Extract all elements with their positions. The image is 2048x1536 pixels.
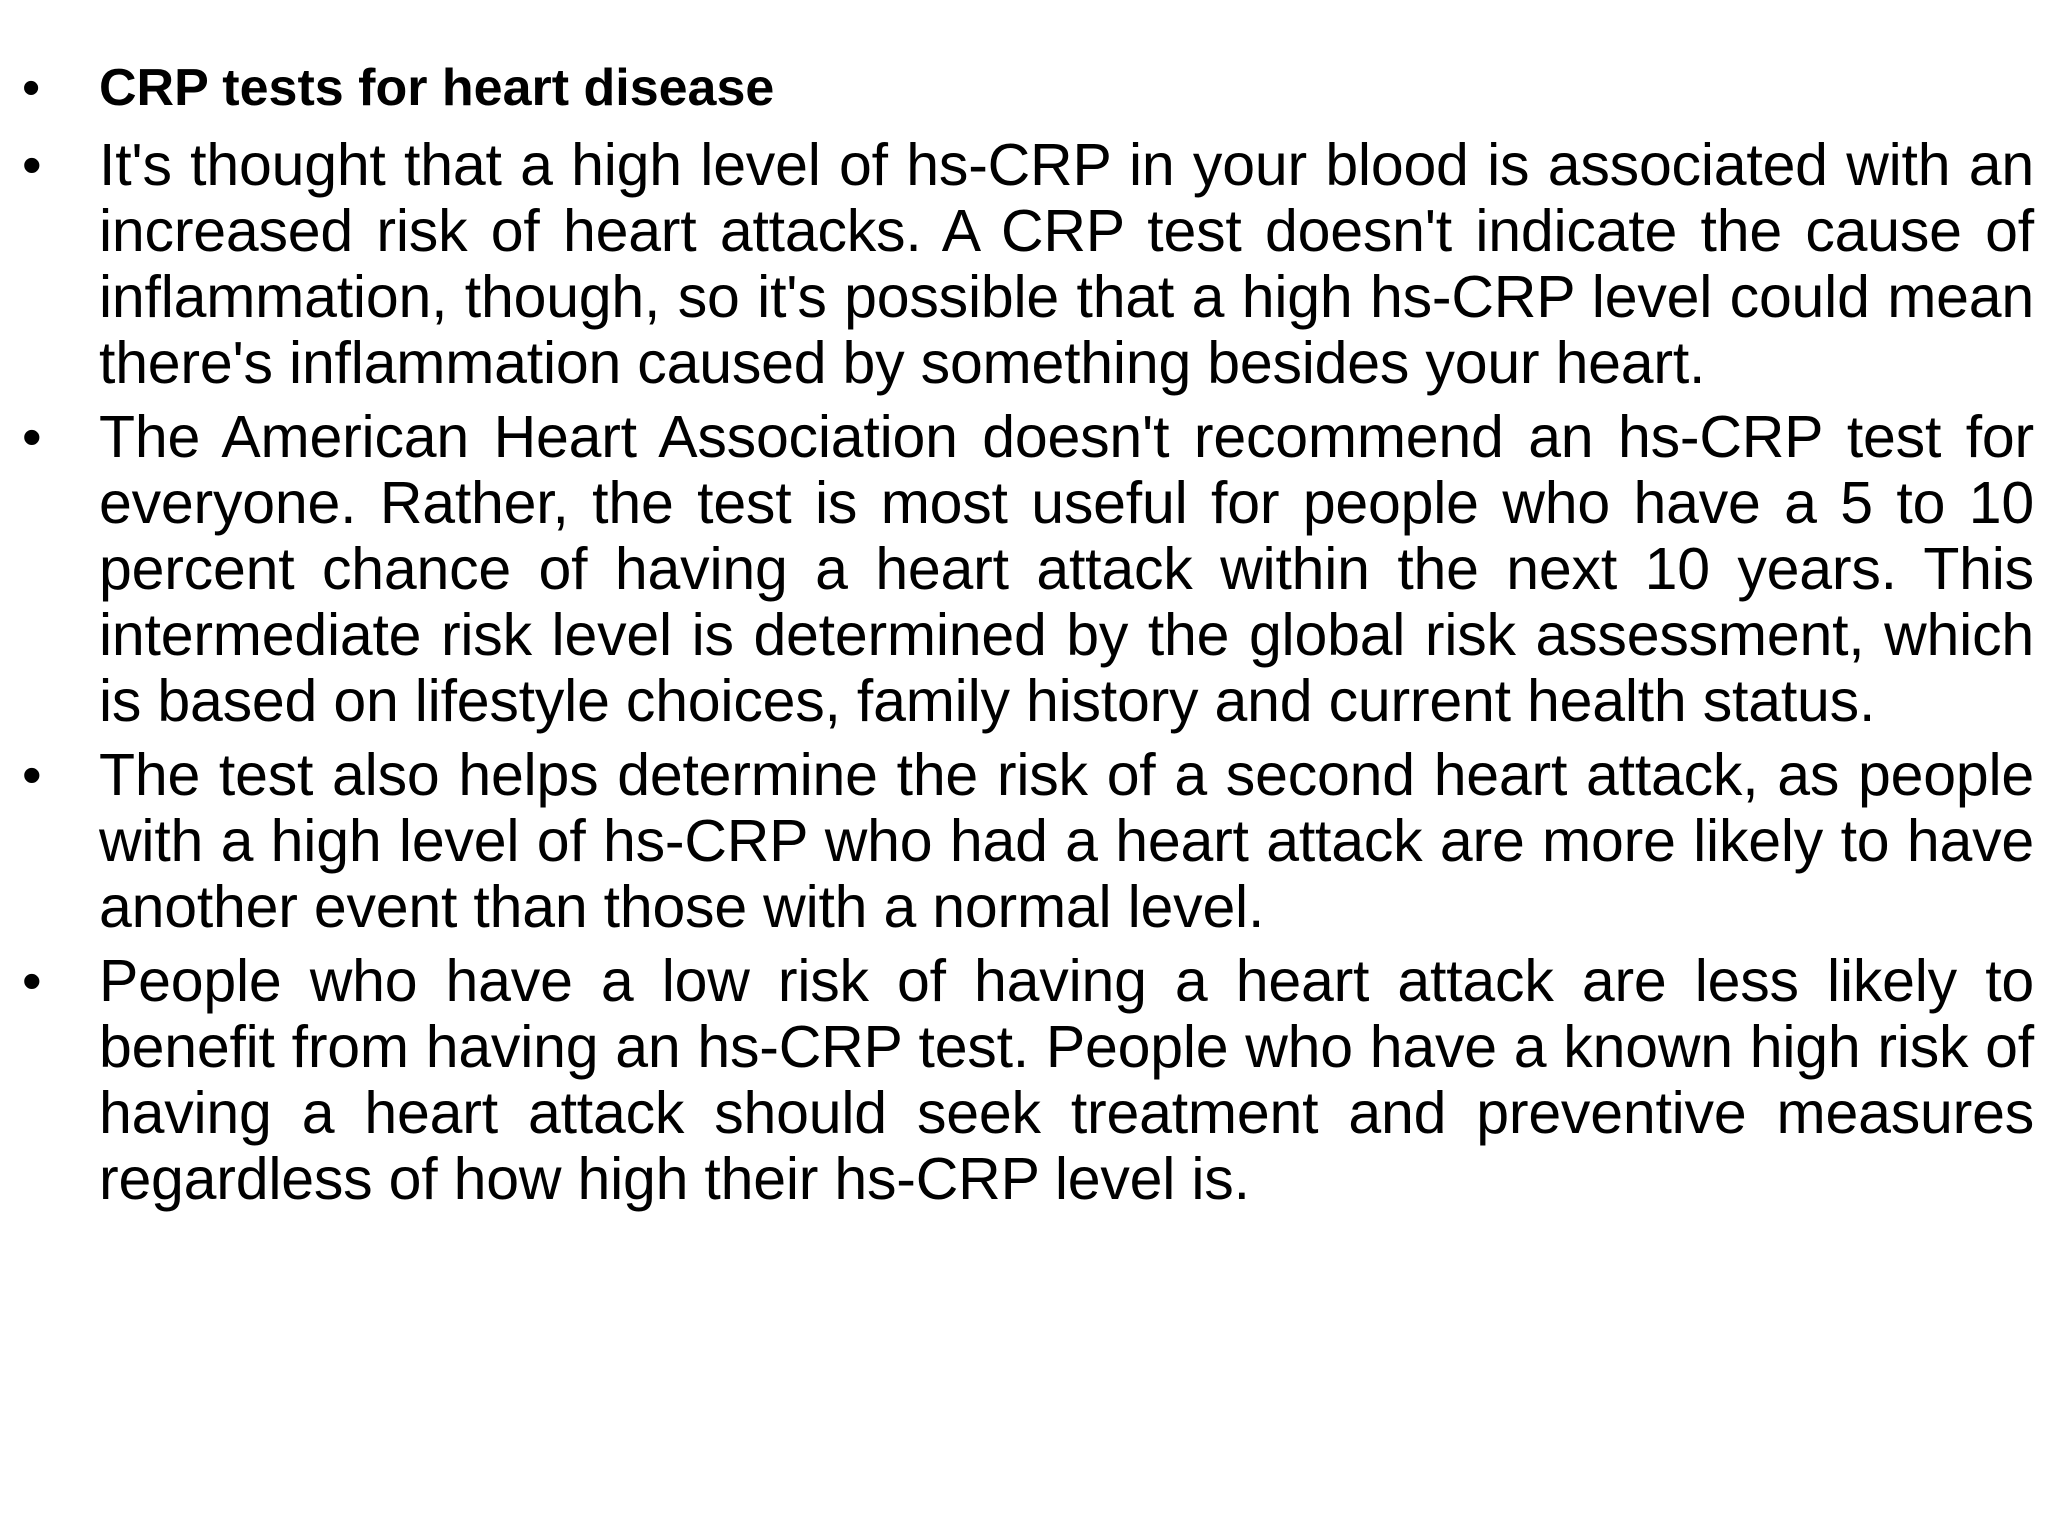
bullet-text: People who have a low risk of having a heart attack are less likely to benefit from having an hs-CRP test. People who have a known high risk of having a heart attack should seek treatment and preventive measures regardless of how high their hs-CRP level is. — [99, 948, 2034, 1212]
bullet-dot-icon: • — [22, 949, 42, 1012]
bullet-dot-icon: • — [22, 405, 42, 468]
bullet-heading-crp-tests — [22, 52, 2034, 124]
bullet-text: The test also helps determine the risk of a second heart attack, as people with a high level of hs-CRP who had a heart attack are more likely to have another event than those with a normal level. — [99, 742, 2034, 940]
bullet-dot-icon: • — [22, 133, 42, 196]
bullet-text: CRP tests for heart disease — [99, 59, 775, 117]
bullet-list — [22, 52, 2034, 1212]
bullet-dot-icon: • — [22, 59, 41, 117]
bullet-item-hs-crp-risk — [22, 132, 2034, 396]
bullet-text: The American Heart Association doesn't recommend an hs-CRP test for everyone. Rather, the test is most useful for people who have a 5 to 10 percent chance of having a heart attack within the next 10 years. This intermediate risk level is determined by the global risk assessment, which is based on lifestyle choices, family history and current health status. — [99, 404, 2034, 734]
bullet-dot-icon: • — [22, 743, 42, 806]
bullet-item-low-risk — [22, 948, 2034, 1212]
bullet-item-aha-recommendation — [22, 404, 2034, 734]
bullet-text: It's thought that a high level of hs-CRP in your blood is associated with an increased risk of heart attacks. A CRP test doesn't indicate the cause of inflammation, though, so it's possible that a high hs-CRP level could mean there's inflammation caused by something besides your heart. — [99, 132, 2034, 396]
bullet-item-second-attack — [22, 742, 2034, 940]
